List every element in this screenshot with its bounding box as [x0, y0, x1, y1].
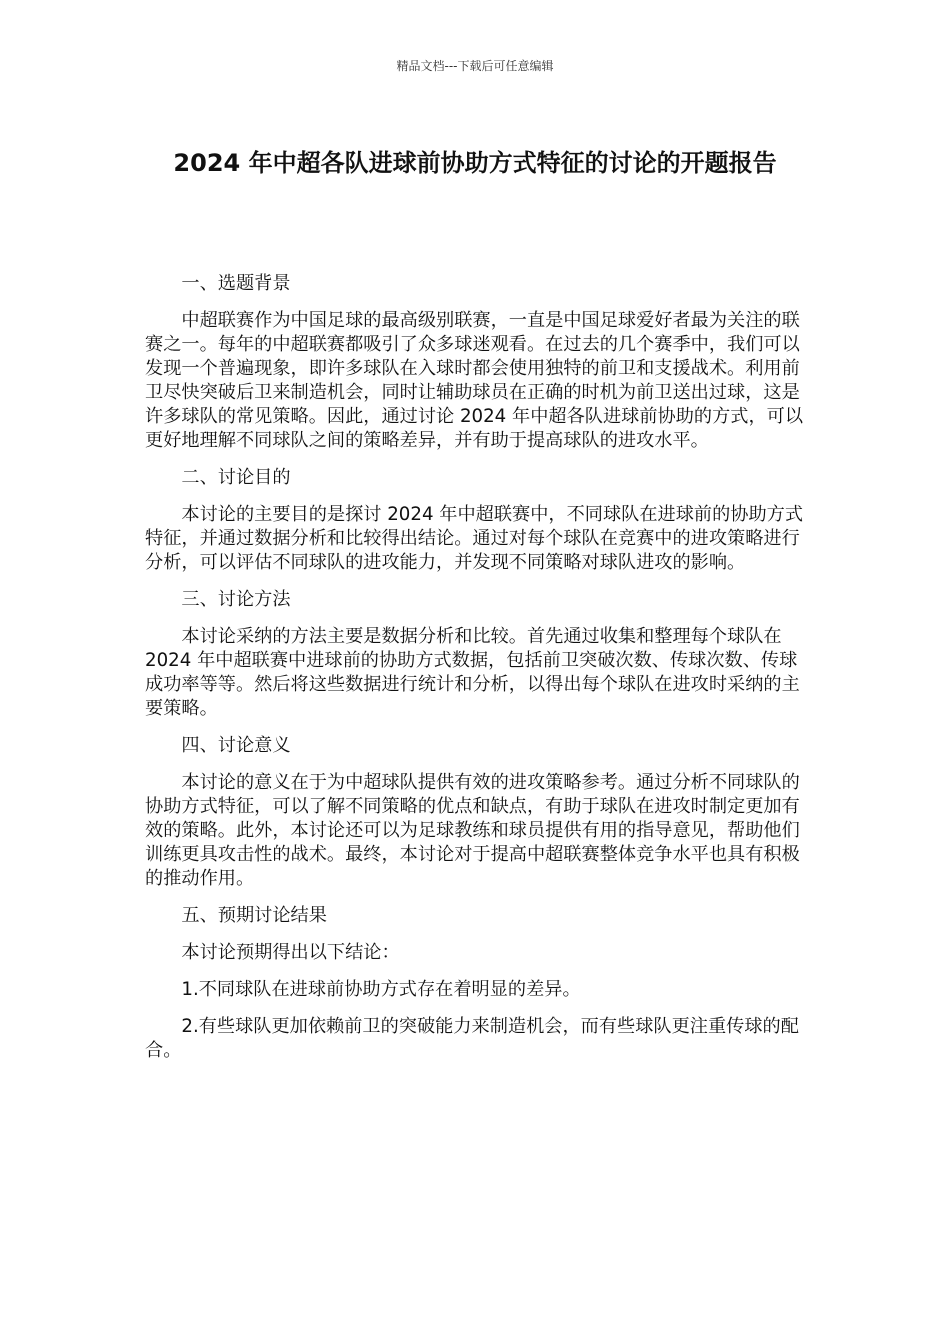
section-heading: 四、讨论意义 — [181, 735, 291, 756]
paragraph: 本讨论预期得出以下结论： — [181, 942, 400, 963]
section-heading: 三、讨论方法 — [181, 589, 291, 610]
paragraph: 中超联赛作为中国足球的最高级别联赛，一直是中国足球爱好者最为关注的联赛之一。每年的中超联赛都吸引了众多球迷观看。在过去的几个赛季中，我们可以发现一个普遍现象，即许多球队在入球时都会使用独特的前卫和支援战术。利用前卫尽快突破后卫来制造机会，同时让辅助球员在正确的时机为前卫送出过球，这是许多球队的常见策略。因此，通过讨论 2024 年中超各队进球前协助的方式，可以更好地理解不同球队之间的策略差异，并有助于提高球队的进攻水平。 — [145, 310, 804, 451]
section-heading: 五、预期讨论结果 — [181, 905, 327, 926]
paragraph: 本讨论采纳的方法主要是数据分析和比较。首先通过收集和整理每个球队在 2024 年中超联赛中进球前的协助方式数据，包括前卫突破次数、传球次数、传球成功率等等。然后将这些数据进行统计和分析，以得出每个球队在进攻时采纳的主要策略。 — [145, 626, 800, 719]
paragraph: 本讨论的主要目的是探讨 2024 年中超联赛中，不同球队在进球前的协助方式特征，并通过数据分析和比较得出结论。通过对每个球队在竞赛中的进攻策略进行分析，可以评估不同球队的进攻能力，并发现不同策略对球队进攻的影响。 — [145, 504, 804, 573]
list-item: 2.有些球队更加依赖前卫的突破能力来制造机会，而有些球队更注重传球的配合。 — [145, 1016, 799, 1061]
list-item: 1.不同球队在进球前协助方式存在着明显的差异。 — [181, 979, 581, 1000]
section-heading: 一、选题背景 — [181, 273, 291, 294]
document-body — [145, 272, 813, 1076]
paragraph: 本讨论的意义在于为中超球队提供有效的进攻策略参考。通过分析不同球队的协助方式特征，可以了解不同策略的优点和缺点，有助于球队在进攻时制定更加有效的策略。此外，本讨论还可以为足球教练和球员提供有用的指导意见，帮助他们训练更具攻击性的战术。最终，本讨论对于提高中超联赛整体竞争水平也具有积极的推动作用。 — [145, 772, 800, 889]
section-heading: 二、讨论目的 — [181, 467, 291, 488]
header-note: 精品文档---下载后可任意编辑 — [396, 59, 554, 73]
document-title: 2024 年中超各队进球前协助方式特征的讨论的开题报告 — [173, 149, 777, 177]
